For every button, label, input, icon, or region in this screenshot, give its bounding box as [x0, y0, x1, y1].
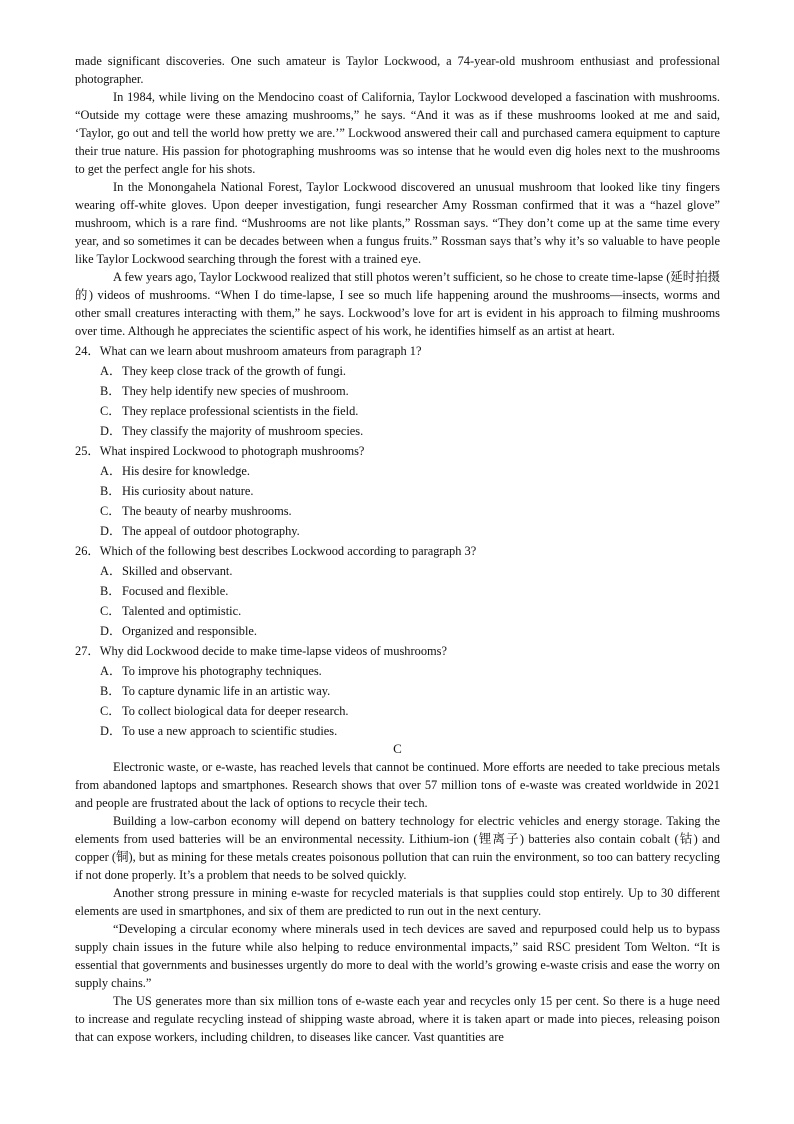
option-a[interactable]: [100, 662, 720, 680]
question-stem: 25．What inspired Lockwood to photograph mushrooms?: [75, 444, 365, 458]
option-text: To use a new approach to scientific studies.: [122, 724, 338, 738]
option-d[interactable]: [100, 422, 720, 440]
option-label: C．: [100, 404, 121, 418]
passage-c-paragraph-5: The US generates more than six million tons of e-waste each year and recycles only 15 per cent. So there is a huge need to increase and regulate recycling instead of shipping waste abroad, where it is taken apart or made into pieces, releasing poison that can expose workers, including children, to diseases like cancer. Vast quantities are: [75, 994, 720, 1044]
option-text: His curiosity about nature.: [122, 484, 254, 498]
passage-b-paragraph-0: made significant discoveries. One such amateur is Taylor Lockwood, a 74-year-old mushroom enthusiast and professional photographer.: [75, 54, 720, 86]
question-stem: 27．Why did Lockwood decide to make time-lapse videos of mushrooms?: [75, 644, 447, 658]
option-text: Talented and optimistic.: [122, 604, 242, 618]
exam-page: [75, 52, 720, 1046]
option-label: A．: [100, 464, 122, 478]
passage-c-paragraph-1: Electronic waste, or e-waste, has reached levels that cannot be continued. More efforts are needed to take precious metals from abandoned laptops and smartphones. Research shows that over 57 million tons of e-waste was created worldwide in 2021 and people are frustrated about the lack of options to recycle their tech.: [75, 760, 720, 810]
option-text: They help identify new species of mushroom.: [122, 384, 349, 398]
passage-c-paragraph-4: “Developing a circular economy where minerals used in tech devices are saved and repurposed could help us to bypass supply chain issues in the future while also helping to reduce environmental impacts,” said RSC president Tom Welton. “It is essential that governments and businesses urgently do more to deal with the world’s growing e-waste crisis and ease the worry on supply chains.”: [75, 922, 720, 990]
option-text: They replace professional scientists in the field.: [122, 404, 359, 418]
option-text: To improve his photography techniques.: [122, 664, 322, 678]
option-b[interactable]: [100, 382, 720, 400]
question-stem: 26．Which of the following best describes Lockwood according to paragraph 3?: [75, 544, 477, 558]
option-label: D．: [100, 724, 122, 738]
option-label: A．: [100, 364, 122, 378]
option-text: They keep close track of the growth of fungi.: [122, 364, 346, 378]
option-d[interactable]: [100, 522, 720, 540]
option-b[interactable]: [100, 582, 720, 600]
option-d[interactable]: [100, 622, 720, 640]
option-text: To capture dynamic life in an artistic way.: [122, 684, 331, 698]
question-26: [75, 542, 720, 640]
passage-b-paragraph-3: A few years ago, Taylor Lockwood realized that still photos weren’t sufficient, so he chose to create time-lapse (延时拍摄的) videos of mushrooms. “When I do time-lapse, I see so much life happening around the mushrooms—insects, worms and other small creatures interacting with them,” he says. Lockwood’s love for art is evident in his approach to filming mushrooms over time. Although he appreciates the scientific aspect of his work, he identifies himself as an artist at heart.: [75, 270, 720, 338]
section-heading-c: C: [393, 741, 402, 756]
passage-b-paragraph-1: In 1984, while living on the Mendocino coast of California, Taylor Lockwood developed a fascination with mushrooms. “Outside my cottage were these amazing mushrooms,” he says. “And it was as if these mushrooms looked at me and said, ‘Taylor, go out and tell the world how pretty we are.’” Lockwood answered their call and purchased camera equipment to capture their true nature. His passion for photographing mushrooms was so intense that he would even dig holes next to the mushrooms to get the perfect angle for his shots.: [75, 90, 720, 176]
passage-b-paragraph-2: In the Monongahela National Forest, Taylor Lockwood discovered an unusual mushroom that looked like tiny fingers wearing off-white gloves. Upon deeper investigation, fungi researcher Amy Rossman confirmed that it was a “hazel glove” mushroom, which is a rare find. “Mushrooms are not like plants,” Rossman says. “They don’t come up at the same time every year, and so sometimes it can be decades between when a fungus fruits.” Rossman says that’s why it’s so valuable to have people like Taylor Lockwood searching through the forest with a trained eye.: [75, 180, 720, 266]
option-label: A．: [100, 664, 122, 678]
question-stem: 24．What can we learn about mushroom amateurs from paragraph 1?: [75, 344, 422, 358]
option-label: B．: [100, 684, 121, 698]
option-c[interactable]: [100, 502, 720, 520]
option-label: B．: [100, 384, 121, 398]
option-b[interactable]: [100, 682, 720, 700]
option-a[interactable]: [100, 562, 720, 580]
option-text: Organized and responsible.: [122, 624, 257, 638]
option-label: B．: [100, 484, 121, 498]
passage-c-paragraph-3: Another strong pressure in mining e-waste for recycled materials is that supplies could stop entirely. Up to 30 different elements are used in smartphones, and six of them are predicted to run out in the next century.: [75, 886, 720, 918]
option-a[interactable]: [100, 362, 720, 380]
option-label: B．: [100, 584, 121, 598]
option-text: They classify the majority of mushroom species.: [122, 424, 364, 438]
option-label: D．: [100, 424, 122, 438]
option-label: C．: [100, 704, 121, 718]
option-d[interactable]: [100, 722, 720, 740]
option-text: The appeal of outdoor photography.: [122, 524, 300, 538]
option-label: D．: [100, 624, 122, 638]
option-c[interactable]: [100, 602, 720, 620]
option-label: A．: [100, 564, 122, 578]
option-label: C．: [100, 604, 121, 618]
option-text: Skilled and observant.: [122, 564, 233, 578]
passage-c-paragraph-2: Building a low-carbon economy will depend on battery technology for electric vehicles and energy storage. Taking the elements from used batteries will be an environmental necessity. Lithium-ion (锂离子) batteries also contain cobalt (钴) and copper (铜), but as mining for these metals creates poisonous pollution that can ruin the environment, so too can battery recycling if not done properly. It’s a problem that needs to be solved quickly.: [75, 814, 720, 882]
option-c[interactable]: [100, 402, 720, 420]
option-label: C．: [100, 504, 121, 518]
option-text: Focused and flexible.: [122, 584, 229, 598]
option-b[interactable]: [100, 482, 720, 500]
option-a[interactable]: [100, 462, 720, 480]
option-c[interactable]: [100, 702, 720, 720]
question-27: [75, 642, 720, 740]
option-label: D．: [100, 524, 122, 538]
option-text: The beauty of nearby mushrooms.: [122, 504, 292, 518]
question-25: [75, 442, 720, 540]
option-text: To collect biological data for deeper research.: [122, 704, 349, 718]
option-text: His desire for knowledge.: [122, 464, 251, 478]
question-24: [75, 342, 720, 440]
